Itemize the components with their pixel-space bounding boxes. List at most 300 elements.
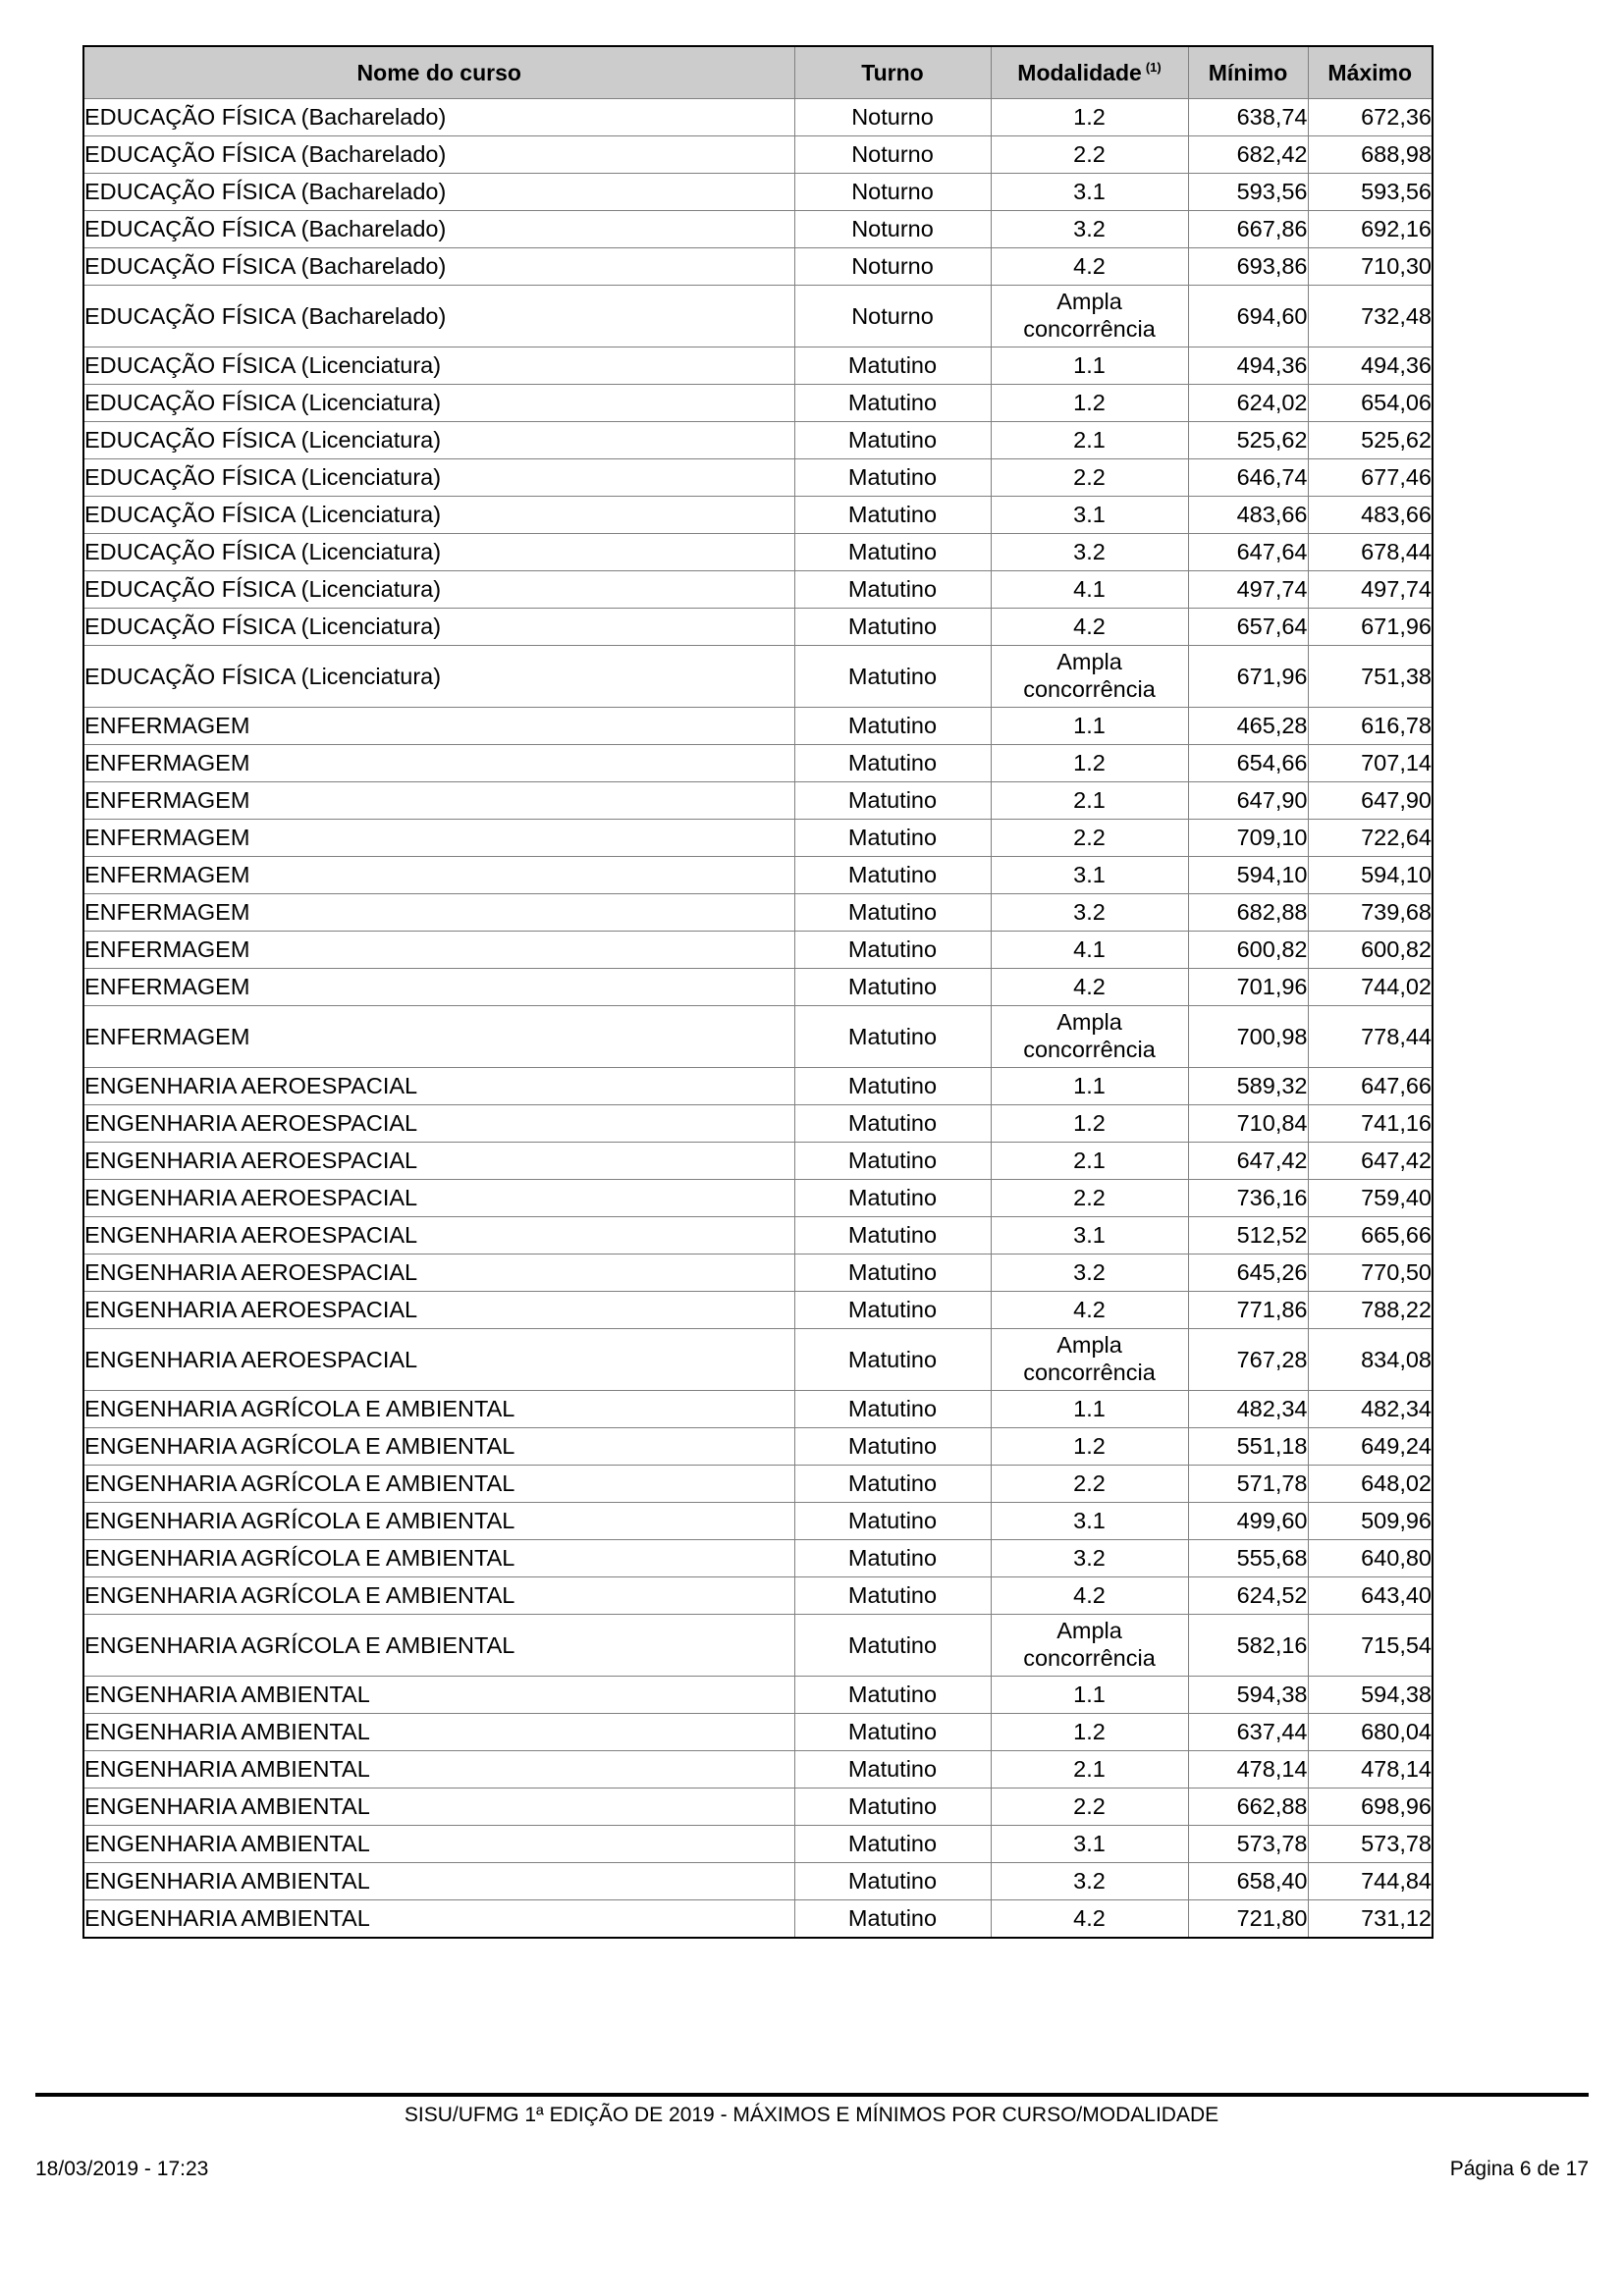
cell-turno: Matutino xyxy=(794,1217,991,1255)
cell-turno: Noturno xyxy=(794,99,991,136)
table-row xyxy=(83,174,1433,211)
cell-minimo: 637,44 xyxy=(1188,1714,1308,1751)
cell-curso: ENFERMAGEM xyxy=(83,969,794,1006)
cell-minimo: 647,64 xyxy=(1188,534,1308,571)
cell-minimo: 594,10 xyxy=(1188,857,1308,894)
cell-maximo: 647,66 xyxy=(1308,1068,1433,1105)
column-header-minimo: Mínimo xyxy=(1188,46,1308,99)
cell-curso: ENGENHARIA AMBIENTAL xyxy=(83,1677,794,1714)
cell-turno: Matutino xyxy=(794,1900,991,1939)
cell-minimo: 654,66 xyxy=(1188,745,1308,782)
table-row xyxy=(83,1105,1433,1143)
column-header-modalidade-label: Modalidade xyxy=(1017,59,1142,85)
cell-maximo: 788,22 xyxy=(1308,1292,1433,1329)
table-body xyxy=(83,99,1433,1939)
cell-modalidade: 1.2 xyxy=(991,1714,1188,1751)
cell-minimo: 657,64 xyxy=(1188,609,1308,646)
cell-minimo: 593,56 xyxy=(1188,174,1308,211)
cell-maximo: 732,48 xyxy=(1308,286,1433,347)
cell-curso: ENGENHARIA AGRÍCOLA E AMBIENTAL xyxy=(83,1391,794,1428)
cell-turno: Matutino xyxy=(794,782,991,820)
cell-turno: Matutino xyxy=(794,459,991,497)
cell-maximo: 834,08 xyxy=(1308,1329,1433,1391)
cell-turno: Matutino xyxy=(794,1615,991,1677)
table-row xyxy=(83,99,1433,136)
cell-minimo: 646,74 xyxy=(1188,459,1308,497)
cell-curso: EDUCAÇÃO FÍSICA (Bacharelado) xyxy=(83,211,794,248)
cell-modalidade: 2.1 xyxy=(991,782,1188,820)
cell-modalidade: 1.2 xyxy=(991,1105,1188,1143)
cell-maximo: 759,40 xyxy=(1308,1180,1433,1217)
cell-maximo: 654,06 xyxy=(1308,385,1433,422)
table-row xyxy=(83,1391,1433,1428)
footer-timestamp: 18/03/2019 - 17:23 xyxy=(35,2158,209,2180)
cell-curso: ENGENHARIA AGRÍCOLA E AMBIENTAL xyxy=(83,1540,794,1577)
cell-turno: Matutino xyxy=(794,1292,991,1329)
cell-modalidade: 3.1 xyxy=(991,1217,1188,1255)
cell-turno: Matutino xyxy=(794,857,991,894)
cell-turno: Matutino xyxy=(794,1751,991,1789)
table-row xyxy=(83,1217,1433,1255)
cell-turno: Matutino xyxy=(794,571,991,609)
cell-modalidade: 4.2 xyxy=(991,1292,1188,1329)
cell-curso: EDUCAÇÃO FÍSICA (Licenciatura) xyxy=(83,646,794,708)
cell-minimo: 647,42 xyxy=(1188,1143,1308,1180)
table-row xyxy=(83,459,1433,497)
table-row xyxy=(83,1677,1433,1714)
cell-modalidade: 3.1 xyxy=(991,497,1188,534)
cell-maximo: 770,50 xyxy=(1308,1255,1433,1292)
cell-modalidade: 3.1 xyxy=(991,1826,1188,1863)
cell-minimo: 589,32 xyxy=(1188,1068,1308,1105)
cell-curso: EDUCAÇÃO FÍSICA (Licenciatura) xyxy=(83,534,794,571)
table-row xyxy=(83,745,1433,782)
cell-curso: ENGENHARIA AEROESPACIAL xyxy=(83,1255,794,1292)
cell-maximo: 739,68 xyxy=(1308,894,1433,932)
cell-curso: ENGENHARIA AMBIENTAL xyxy=(83,1789,794,1826)
cell-minimo: 600,82 xyxy=(1188,932,1308,969)
cell-minimo: 767,28 xyxy=(1188,1329,1308,1391)
cell-modalidade: 1.2 xyxy=(991,1428,1188,1466)
table-row xyxy=(83,1292,1433,1329)
cell-minimo: 693,86 xyxy=(1188,248,1308,286)
cell-turno: Matutino xyxy=(794,969,991,1006)
cell-minimo: 512,52 xyxy=(1188,1217,1308,1255)
cell-curso: ENFERMAGEM xyxy=(83,932,794,969)
cell-maximo: 594,38 xyxy=(1308,1677,1433,1714)
cell-modalidade: 3.2 xyxy=(991,1863,1188,1900)
cell-curso: ENGENHARIA AEROESPACIAL xyxy=(83,1217,794,1255)
cell-minimo: 645,26 xyxy=(1188,1255,1308,1292)
cell-turno: Matutino xyxy=(794,1789,991,1826)
table-header-row xyxy=(83,46,1433,99)
cell-turno: Matutino xyxy=(794,1826,991,1863)
cell-curso: EDUCAÇÃO FÍSICA (Licenciatura) xyxy=(83,609,794,646)
cell-minimo: 709,10 xyxy=(1188,820,1308,857)
table-row xyxy=(83,136,1433,174)
cell-maximo: 677,46 xyxy=(1308,459,1433,497)
cell-modalidade: 1.1 xyxy=(991,1391,1188,1428)
cell-modalidade: 1.1 xyxy=(991,1068,1188,1105)
table-row xyxy=(83,1068,1433,1105)
cell-minimo: 499,60 xyxy=(1188,1503,1308,1540)
cell-curso: ENGENHARIA AEROESPACIAL xyxy=(83,1105,794,1143)
column-header-turno: Turno xyxy=(794,46,991,99)
table-row xyxy=(83,782,1433,820)
cell-modalidade: 2.2 xyxy=(991,136,1188,174)
cell-curso: EDUCAÇÃO FÍSICA (Licenciatura) xyxy=(83,459,794,497)
cell-minimo: 736,16 xyxy=(1188,1180,1308,1217)
cell-turno: Matutino xyxy=(794,609,991,646)
cell-turno: Matutino xyxy=(794,745,991,782)
cell-maximo: 692,16 xyxy=(1308,211,1433,248)
cell-turno: Matutino xyxy=(794,1577,991,1615)
cell-modalidade-line: Ampla xyxy=(1056,289,1122,315)
cell-modalidade: 4.2 xyxy=(991,969,1188,1006)
cell-maximo: 665,66 xyxy=(1308,1217,1433,1255)
cell-modalidade: 3.2 xyxy=(991,534,1188,571)
cell-curso: ENFERMAGEM xyxy=(83,745,794,782)
cell-turno: Matutino xyxy=(794,1006,991,1068)
cell-modalidade: 2.2 xyxy=(991,1466,1188,1503)
cell-maximo: 672,36 xyxy=(1308,99,1433,136)
cell-turno: Matutino xyxy=(794,1503,991,1540)
table-row xyxy=(83,1180,1433,1217)
cell-modalidade-line: Ampla xyxy=(1056,649,1122,675)
cell-maximo: 643,40 xyxy=(1308,1577,1433,1615)
cell-maximo: 778,44 xyxy=(1308,1006,1433,1068)
table-row xyxy=(83,1900,1433,1939)
cell-modalidade-line: concorrência xyxy=(1023,1037,1156,1062)
cell-minimo: 638,74 xyxy=(1188,99,1308,136)
cell-turno: Matutino xyxy=(794,932,991,969)
cell-minimo: 658,40 xyxy=(1188,1863,1308,1900)
table-row xyxy=(83,211,1433,248)
cell-modalidade: 2.1 xyxy=(991,422,1188,459)
cell-minimo: 497,74 xyxy=(1188,571,1308,609)
cell-turno: Matutino xyxy=(794,1143,991,1180)
cell-turno: Matutino xyxy=(794,894,991,932)
cell-turno: Matutino xyxy=(794,1329,991,1391)
cell-maximo: 525,62 xyxy=(1308,422,1433,459)
cell-modalidade: 2.2 xyxy=(991,459,1188,497)
cell-turno: Matutino xyxy=(794,385,991,422)
cell-curso: ENGENHARIA AGRÍCOLA E AMBIENTAL xyxy=(83,1428,794,1466)
footer-page-number: Página 6 de 17 xyxy=(1449,2158,1589,2180)
cell-modalidade: 1.1 xyxy=(991,1677,1188,1714)
cell-minimo: 624,52 xyxy=(1188,1577,1308,1615)
cell-minimo: 478,14 xyxy=(1188,1751,1308,1789)
footer-document-title: SISU/UFMG 1ª EDIÇÃO DE 2019 - MÁXIMOS E MÍNIMOS POR CURSO/MODALIDADE xyxy=(404,2104,1219,2126)
cell-maximo: 494,36 xyxy=(1308,347,1433,385)
cell-modalidade: 3.2 xyxy=(991,894,1188,932)
table-row xyxy=(83,1143,1433,1180)
table-row xyxy=(83,1863,1433,1900)
cell-modalidade: 1.1 xyxy=(991,347,1188,385)
cell-curso: EDUCAÇÃO FÍSICA (Bacharelado) xyxy=(83,248,794,286)
cell-curso: ENGENHARIA AEROESPACIAL xyxy=(83,1068,794,1105)
cell-turno: Matutino xyxy=(794,1428,991,1466)
cell-curso: EDUCAÇÃO FÍSICA (Bacharelado) xyxy=(83,286,794,347)
cell-turno: Noturno xyxy=(794,136,991,174)
cell-turno: Matutino xyxy=(794,1714,991,1751)
table-row xyxy=(83,932,1433,969)
table-row xyxy=(83,1789,1433,1826)
cell-modalidade: 2.2 xyxy=(991,1180,1188,1217)
cell-modalidade-line: concorrência xyxy=(1023,1360,1156,1385)
cell-minimo: 700,98 xyxy=(1188,1006,1308,1068)
cell-turno: Matutino xyxy=(794,1255,991,1292)
cell-modalidade: 3.2 xyxy=(991,1255,1188,1292)
cell-maximo: 710,30 xyxy=(1308,248,1433,286)
footnote-marker: (1) xyxy=(1145,60,1162,76)
cell-maximo: 698,96 xyxy=(1308,1789,1433,1826)
cell-curso: EDUCAÇÃO FÍSICA (Licenciatura) xyxy=(83,497,794,534)
cell-modalidade-line: concorrência xyxy=(1023,316,1156,342)
cell-modalidade: 3.2 xyxy=(991,1540,1188,1577)
cell-maximo: 707,14 xyxy=(1308,745,1433,782)
table-row xyxy=(83,248,1433,286)
cell-modalidade: 3.1 xyxy=(991,174,1188,211)
cell-maximo: 483,66 xyxy=(1308,497,1433,534)
cell-maximo: 640,80 xyxy=(1308,1540,1433,1577)
table-row xyxy=(83,609,1433,646)
cell-maximo: 497,74 xyxy=(1308,571,1433,609)
cell-curso: EDUCAÇÃO FÍSICA (Bacharelado) xyxy=(83,174,794,211)
cell-modalidade-line: Ampla xyxy=(1056,1618,1122,1644)
cell-turno: Noturno xyxy=(794,248,991,286)
cell-turno: Noturno xyxy=(794,286,991,347)
cell-minimo: 525,62 xyxy=(1188,422,1308,459)
cell-modalidade: 3.2 xyxy=(991,211,1188,248)
cell-curso: ENGENHARIA AMBIENTAL xyxy=(83,1714,794,1751)
cell-modalidade-line: concorrência xyxy=(1023,1645,1156,1671)
table-row xyxy=(83,347,1433,385)
cell-turno: Matutino xyxy=(794,1068,991,1105)
cell-minimo: 624,02 xyxy=(1188,385,1308,422)
cell-turno: Matutino xyxy=(794,534,991,571)
table-row xyxy=(83,1751,1433,1789)
cell-modalidade: 1.2 xyxy=(991,385,1188,422)
table-row xyxy=(83,534,1433,571)
cell-curso: ENGENHARIA AGRÍCOLA E AMBIENTAL xyxy=(83,1615,794,1677)
cell-turno: Noturno xyxy=(794,211,991,248)
cell-turno: Matutino xyxy=(794,1540,991,1577)
cell-maximo: 616,78 xyxy=(1308,708,1433,745)
cell-minimo: 594,38 xyxy=(1188,1677,1308,1714)
cell-curso: ENFERMAGEM xyxy=(83,857,794,894)
cell-modalidade: 4.2 xyxy=(991,248,1188,286)
cell-modalidade: 4.1 xyxy=(991,932,1188,969)
column-header-curso: Nome do curso xyxy=(83,46,794,99)
cell-minimo: 551,18 xyxy=(1188,1428,1308,1466)
cell-minimo: 771,86 xyxy=(1188,1292,1308,1329)
cell-minimo: 465,28 xyxy=(1188,708,1308,745)
footer-divider xyxy=(35,2093,1589,2097)
cell-curso: EDUCAÇÃO FÍSICA (Licenciatura) xyxy=(83,385,794,422)
cell-turno: Matutino xyxy=(794,1180,991,1217)
table-row xyxy=(83,969,1433,1006)
cell-modalidade-line: Ampla xyxy=(1056,1332,1122,1359)
cell-curso: ENGENHARIA AGRÍCOLA E AMBIENTAL xyxy=(83,1577,794,1615)
cell-maximo: 688,98 xyxy=(1308,136,1433,174)
table-row xyxy=(83,1826,1433,1863)
cell-curso: ENGENHARIA AMBIENTAL xyxy=(83,1826,794,1863)
cell-curso: ENGENHARIA AMBIENTAL xyxy=(83,1863,794,1900)
cell-minimo: 573,78 xyxy=(1188,1826,1308,1863)
cell-modalidade: 2.2 xyxy=(991,820,1188,857)
table-row xyxy=(83,1714,1433,1751)
table-row xyxy=(83,646,1433,708)
table-row xyxy=(83,1466,1433,1503)
cell-turno: Matutino xyxy=(794,1863,991,1900)
table-row xyxy=(83,1503,1433,1540)
cell-turno: Matutino xyxy=(794,347,991,385)
cell-curso: EDUCAÇÃO FÍSICA (Licenciatura) xyxy=(83,571,794,609)
table-row xyxy=(83,1255,1433,1292)
cell-modalidade xyxy=(991,1329,1188,1391)
cell-minimo: 482,34 xyxy=(1188,1391,1308,1428)
cell-modalidade xyxy=(991,1615,1188,1677)
footer-meta xyxy=(35,2158,1589,2181)
cell-maximo: 751,38 xyxy=(1308,646,1433,708)
cell-modalidade: 4.1 xyxy=(991,571,1188,609)
cell-curso: ENGENHARIA AMBIENTAL xyxy=(83,1751,794,1789)
cell-minimo: 710,84 xyxy=(1188,1105,1308,1143)
cell-curso: ENFERMAGEM xyxy=(83,1006,794,1068)
cell-maximo: 478,14 xyxy=(1308,1751,1433,1789)
cell-modalidade: 3.1 xyxy=(991,1503,1188,1540)
table-row xyxy=(83,385,1433,422)
cell-maximo: 678,44 xyxy=(1308,534,1433,571)
cell-turno: Matutino xyxy=(794,1677,991,1714)
cell-modalidade xyxy=(991,646,1188,708)
cell-modalidade: 4.2 xyxy=(991,609,1188,646)
cell-curso: EDUCAÇÃO FÍSICA (Licenciatura) xyxy=(83,422,794,459)
table-row xyxy=(83,1428,1433,1466)
cell-minimo: 682,42 xyxy=(1188,136,1308,174)
cell-turno: Matutino xyxy=(794,497,991,534)
cell-minimo: 483,66 xyxy=(1188,497,1308,534)
cell-curso: ENGENHARIA AEROESPACIAL xyxy=(83,1292,794,1329)
cell-modalidade: 3.1 xyxy=(991,857,1188,894)
cell-turno: Matutino xyxy=(794,1466,991,1503)
cell-modalidade: 2.1 xyxy=(991,1143,1188,1180)
cell-modalidade: 1.1 xyxy=(991,708,1188,745)
cell-turno: Matutino xyxy=(794,708,991,745)
cell-curso: EDUCAÇÃO FÍSICA (Bacharelado) xyxy=(83,99,794,136)
cell-curso: ENGENHARIA AGRÍCOLA E AMBIENTAL xyxy=(83,1466,794,1503)
cell-maximo: 744,02 xyxy=(1308,969,1433,1006)
cell-maximo: 671,96 xyxy=(1308,609,1433,646)
cell-curso: ENGENHARIA AEROESPACIAL xyxy=(83,1180,794,1217)
table-header xyxy=(83,46,1433,99)
cell-maximo: 647,42 xyxy=(1308,1143,1433,1180)
cell-maximo: 573,78 xyxy=(1308,1826,1433,1863)
cell-curso: ENFERMAGEM xyxy=(83,820,794,857)
cell-curso: EDUCAÇÃO FÍSICA (Licenciatura) xyxy=(83,347,794,385)
table-row xyxy=(83,286,1433,347)
table-row xyxy=(83,1006,1433,1068)
cell-maximo: 600,82 xyxy=(1308,932,1433,969)
cell-maximo: 722,64 xyxy=(1308,820,1433,857)
cell-minimo: 494,36 xyxy=(1188,347,1308,385)
cell-turno: Matutino xyxy=(794,1105,991,1143)
cell-modalidade: 4.2 xyxy=(991,1577,1188,1615)
cell-maximo: 482,34 xyxy=(1308,1391,1433,1428)
table-row xyxy=(83,1540,1433,1577)
cell-maximo: 744,84 xyxy=(1308,1863,1433,1900)
cell-curso: ENGENHARIA AGRÍCOLA E AMBIENTAL xyxy=(83,1503,794,1540)
cell-minimo: 571,78 xyxy=(1188,1466,1308,1503)
table-row xyxy=(83,422,1433,459)
cell-modalidade xyxy=(991,1006,1188,1068)
cell-curso: ENFERMAGEM xyxy=(83,708,794,745)
cell-minimo: 667,86 xyxy=(1188,211,1308,248)
table-row xyxy=(83,1577,1433,1615)
cell-maximo: 647,90 xyxy=(1308,782,1433,820)
table-row xyxy=(83,894,1433,932)
cell-maximo: 593,56 xyxy=(1308,174,1433,211)
cell-curso: ENFERMAGEM xyxy=(83,782,794,820)
cell-minimo: 662,88 xyxy=(1188,1789,1308,1826)
table-row xyxy=(83,857,1433,894)
cell-curso: ENFERMAGEM xyxy=(83,894,794,932)
cell-minimo: 582,16 xyxy=(1188,1615,1308,1677)
cell-maximo: 680,04 xyxy=(1308,1714,1433,1751)
cell-minimo: 701,96 xyxy=(1188,969,1308,1006)
cell-minimo: 671,96 xyxy=(1188,646,1308,708)
cell-modalidade xyxy=(991,286,1188,347)
cell-minimo: 647,90 xyxy=(1188,782,1308,820)
cell-modalidade: 2.2 xyxy=(991,1789,1188,1826)
table-row xyxy=(83,571,1433,609)
cell-modalidade: 1.2 xyxy=(991,99,1188,136)
cell-maximo: 649,24 xyxy=(1308,1428,1433,1466)
cell-modalidade-line: Ampla xyxy=(1056,1009,1122,1036)
cell-curso: ENGENHARIA AEROESPACIAL xyxy=(83,1329,794,1391)
cell-maximo: 741,16 xyxy=(1308,1105,1433,1143)
cell-maximo: 594,10 xyxy=(1308,857,1433,894)
cell-maximo: 509,96 xyxy=(1308,1503,1433,1540)
cell-curso: ENGENHARIA AMBIENTAL xyxy=(83,1900,794,1939)
table-row xyxy=(83,497,1433,534)
column-header-maximo: Máximo xyxy=(1308,46,1433,99)
cell-turno: Matutino xyxy=(794,820,991,857)
cell-modalidade: 4.2 xyxy=(991,1900,1188,1939)
cell-modalidade: 2.1 xyxy=(991,1751,1188,1789)
table-row xyxy=(83,1329,1433,1391)
cell-modalidade-line: concorrência xyxy=(1023,676,1156,702)
cell-minimo: 682,88 xyxy=(1188,894,1308,932)
table-row xyxy=(83,708,1433,745)
cell-turno: Matutino xyxy=(794,422,991,459)
cell-minimo: 694,60 xyxy=(1188,286,1308,347)
column-header-modalidade xyxy=(991,46,1188,99)
cell-turno: Matutino xyxy=(794,1391,991,1428)
cell-turno: Matutino xyxy=(794,646,991,708)
cell-maximo: 648,02 xyxy=(1308,1466,1433,1503)
cell-maximo: 731,12 xyxy=(1308,1900,1433,1939)
table-row xyxy=(83,820,1433,857)
cell-minimo: 721,80 xyxy=(1188,1900,1308,1939)
course-cutoff-table xyxy=(82,45,1434,1939)
course-cutoff-table-container xyxy=(82,45,1432,1939)
cell-curso: EDUCAÇÃO FÍSICA (Bacharelado) xyxy=(83,136,794,174)
cell-modalidade: 1.2 xyxy=(991,745,1188,782)
table-row xyxy=(83,1615,1433,1677)
cell-curso: ENGENHARIA AEROESPACIAL xyxy=(83,1143,794,1180)
